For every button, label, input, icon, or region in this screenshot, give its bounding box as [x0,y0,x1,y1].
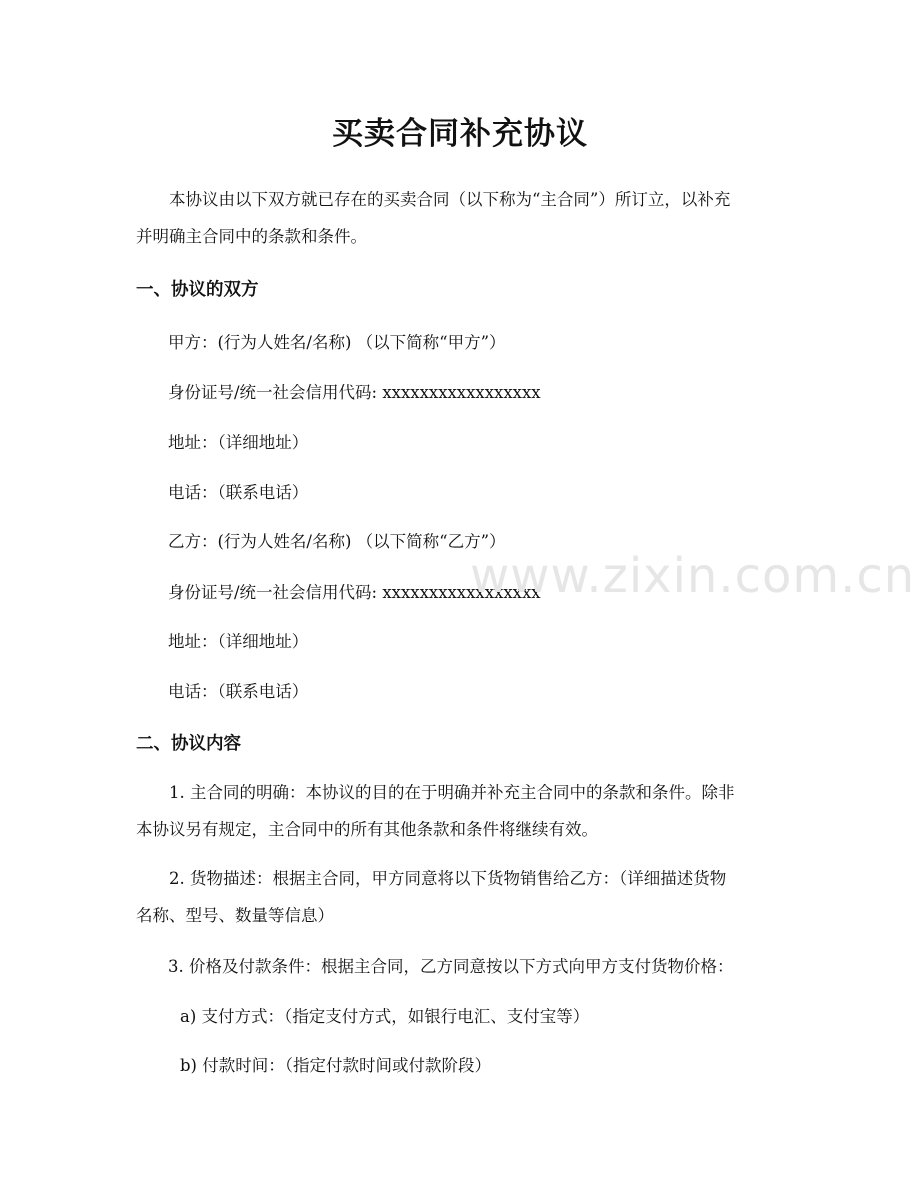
section-heading-parties: 一、协议的双方 [136,280,259,300]
party-b-address: 地址：（详细地址） [168,632,309,651]
item-1-line-2: 本协议另有规定，主合同中的所有其他条款和条件将继续有效。 [136,820,598,839]
party-a-address: 地址：（详细地址） [168,433,309,452]
party-b-phone: 电话：（联系电话） [168,682,309,701]
intro-line-1: 本协议由以下双方就已存在的买卖合同（以下称为“主合同”）所订立，以补充 [169,190,731,209]
item-3-sub-b: b) 付款时间：（指定付款时间或付款阶段） [180,1056,491,1075]
document-title: 买卖合同补充协议 [332,116,588,152]
party-b-name: 乙方：(行为人姓名/名称) （以下简称“乙方”） [168,532,506,551]
item-2-line-1: 2. 货物描述：根据主合同，甲方同意将以下货物销售给乙方：（详细描述货物 [169,869,727,888]
content-item-2 [136,860,786,934]
watermark: www.zixin.com.cn [470,548,916,604]
item-2-line-2: 名称、型号、数量等信息） [136,906,334,925]
item-3-line-1: 3. 价格及付款条件：根据主合同，乙方同意按以下方式向甲方支付货物价格： [168,957,734,976]
item-1-line-1: 1. 主合同的明确：本协议的目的在于明确并补充主合同中的条款和条件。除非 [169,783,735,802]
party-b-id: 身份证号/统一社会信用代码: xxxxxxxxxxxxxxxxx [168,583,541,602]
party-a-phone: 电话：（联系电话） [168,483,309,502]
party-a-name: 甲方：(行为人姓名/名称) （以下简称“甲方”） [168,333,506,352]
section-heading-content: 二、协议内容 [136,734,241,754]
party-a-id: 身份证号/统一社会信用代码: xxxxxxxxxxxxxxxxx [168,383,541,402]
content-item-1 [136,774,786,848]
item-3-sub-a: a) 支付方式：（指定支付方式，如银行电汇、支付宝等） [180,1007,590,1026]
intro-line-2: 并明确主合同中的条款和条件。 [136,227,367,246]
intro-paragraph [136,181,786,255]
